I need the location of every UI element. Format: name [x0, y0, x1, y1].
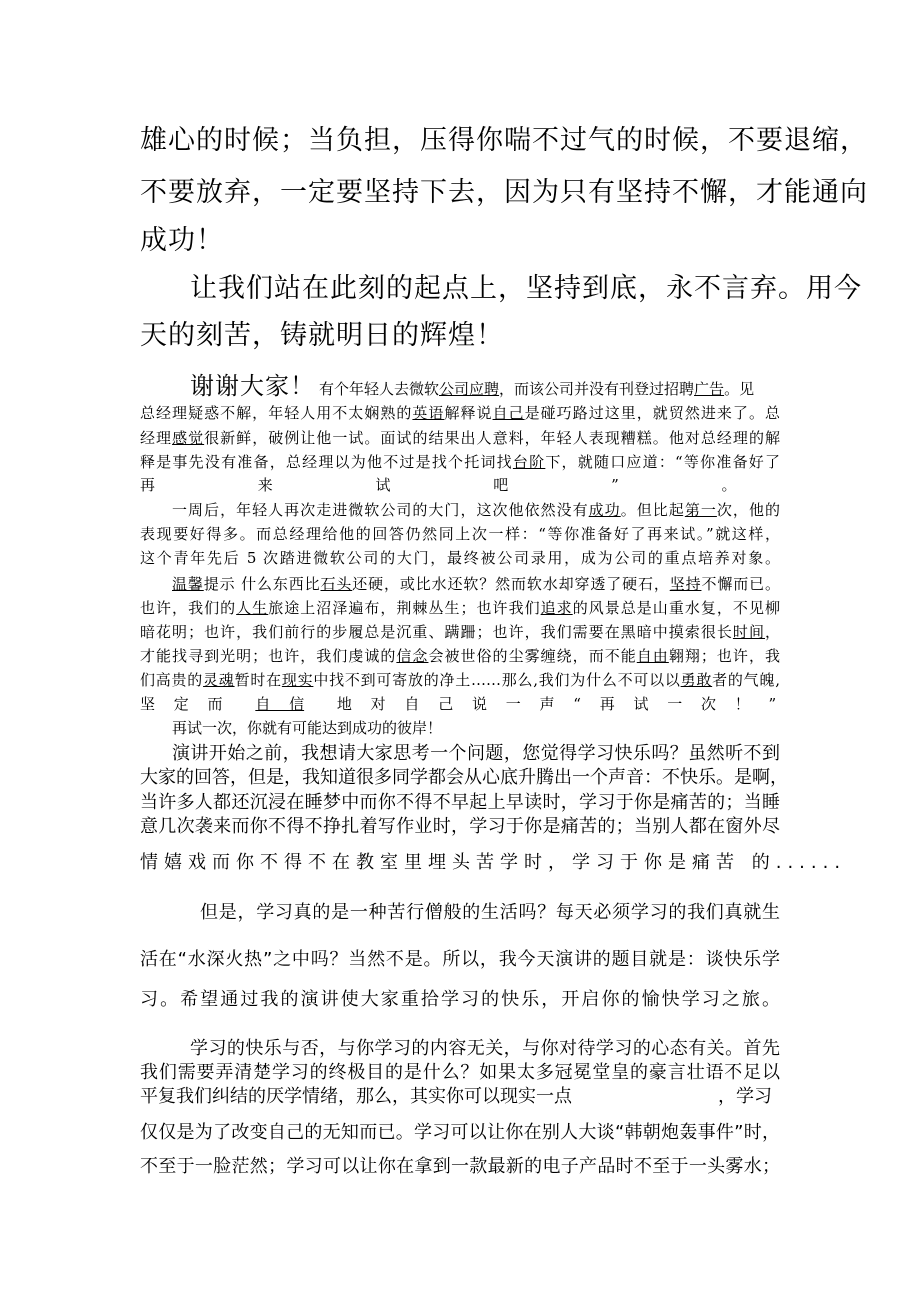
speech1-line-3: 成功！ [140, 225, 224, 256]
speech1-line-4: 让我们站在此刻的起点上，坚持到底，永不言弃。用今 [190, 273, 862, 304]
story-line-2: 总经理疑惑不解，年轻人用不太娴熟的英语解释说自己是碰巧路过这里，就贸然进来了。总 [140, 404, 780, 422]
speech2-line-3: 当许多人都还沉浸在睡梦中而你不得不早起上早读时，学习于你是痛苦的；当睡 [140, 792, 780, 813]
speech1-line-2: 不要放弃，一定要坚持下去，因为只有坚持不懈，才能通向 [140, 177, 868, 208]
speech2-line-4: 意几次袭来而你不得不挣扎着写作业时，学习于你是痛苦的；当别人都在窗外尽 [140, 816, 780, 837]
speech1-line-5: 天的刻苦，铸就明日的辉煌！ [140, 320, 504, 351]
story-line-5: 再 来 试 吧 ” 。 [140, 476, 737, 494]
speech2-line-1: 演讲开始之前，我想请大家思考一个问题，您觉得学习快乐吗？虽然听不到 [172, 743, 780, 764]
speech2-line-9: 学习的快乐与否，与你学习的内容无关，与你对待学习的心态有关。首先 [190, 1038, 780, 1059]
story-line-11: 暗花明；也许，我们前行的步履总是沉重、蹒跚；也许，我们需要在黑暗中摸索很长时间， [140, 623, 780, 641]
story-line-1: 有个年轻人去微软公司应聘，而该公司并没有刊登过招聘广告。见 [319, 380, 755, 398]
speech2-line-11: 平复我们纠结的厌学情绪，那么，其实你可以现实一点 ，学习 [140, 1086, 772, 1107]
story-line-8: 这个青年先后 5 次踏进微软公司的大门，最终被公司录用，成为公司的重点培养对象。 [140, 549, 780, 567]
story-line-13: 们高贵的灵魂暂时在现实中找不到可寄放的净土……那么,我们为什么不可以以勇敢者的气魄, [140, 671, 780, 689]
speech2-line-10: 我们需要弄清楚学习的终极目的是什么？如果太多冠冕堂皇的豪言壮语不足以 [140, 1062, 780, 1083]
story-line-15: 再试一次，你就有可能达到成功的彼岸！ [172, 719, 443, 737]
story-line-3: 经理感觉很新鲜，破例让他一试。面试的结果出人意料，年轻人表现糟糕。他对总经理的解 [140, 429, 780, 447]
speech2-line-13: 不至于一脸茫然；学习可以让你在拿到一款最新的电子产品时不至于一头雾水； [140, 1156, 780, 1177]
story-line-10: 也许，我们的人生旅途上沼泽遍布，荆棘丛生；也许我们追求的风景总是山重水复，不见柳 [140, 599, 780, 617]
speech2-line-6: 但是，学习真的是一种苦行僧般的生活吗？每天必须学习的我们真就生 [200, 902, 780, 923]
story-line-4: 释是事先没有准备，总经理以为他不过是找个托词找台阶下，就随口应道：“等你准备好了 [140, 453, 780, 471]
thanks-story-line [190, 366, 780, 401]
story-line-9: 温馨提示 什么东西比石头还硬，或比水还软？然而软水却穿透了硬石，坚持不懈而已。 [172, 575, 780, 593]
speech2-line-12: 仅仅是为了改变自己的无知而已。学习可以让你在别人大谈“韩朝炮轰事件”时， [140, 1122, 780, 1143]
speech2-line-5: 情嬉戏而你不得不在教室里埋头苦学时，学习于你是痛苦 的...... [140, 852, 847, 873]
story-line-12: 才能找寻到光明；也许，我们虔诚的信念会被世俗的尘雾缠绕，而不能自由翱翔；也许，我 [140, 647, 780, 665]
speech2-line-8: 习。希望通过我的演讲使大家重拾学习的快乐，开启你的愉快学习之旅。 [140, 989, 780, 1010]
speech2-line-2: 大家的回答，但是，我知道很多同学都会从心底升腾出一个声音：不快乐。是啊， [140, 767, 788, 788]
speech1-line-1: 雄心的时候；当负担，压得你喘不过气的时候，不要退缩， [140, 125, 868, 156]
thanks-heading: 谢谢大家！ [190, 372, 315, 400]
story-line-7: 表现要好得多。而总经理给他的回答仍然同上次一样：“等你准备好了再来试。”就这样， [140, 525, 780, 543]
speech2-line-7: 活在“水深火热”之中吗？当然不是。所以，我今天演讲的题目就是：谈快乐学 [140, 949, 780, 970]
story-line-14: 坚 定 而 自 信 地 对 自 己 说 一 声 “ 再 试 一 次 ！ ” [140, 695, 777, 713]
story-line-6: 一周后，年轻人再次走进微软公司的大门，这次他依然没有成功。但比起第一次，他的 [172, 501, 780, 519]
